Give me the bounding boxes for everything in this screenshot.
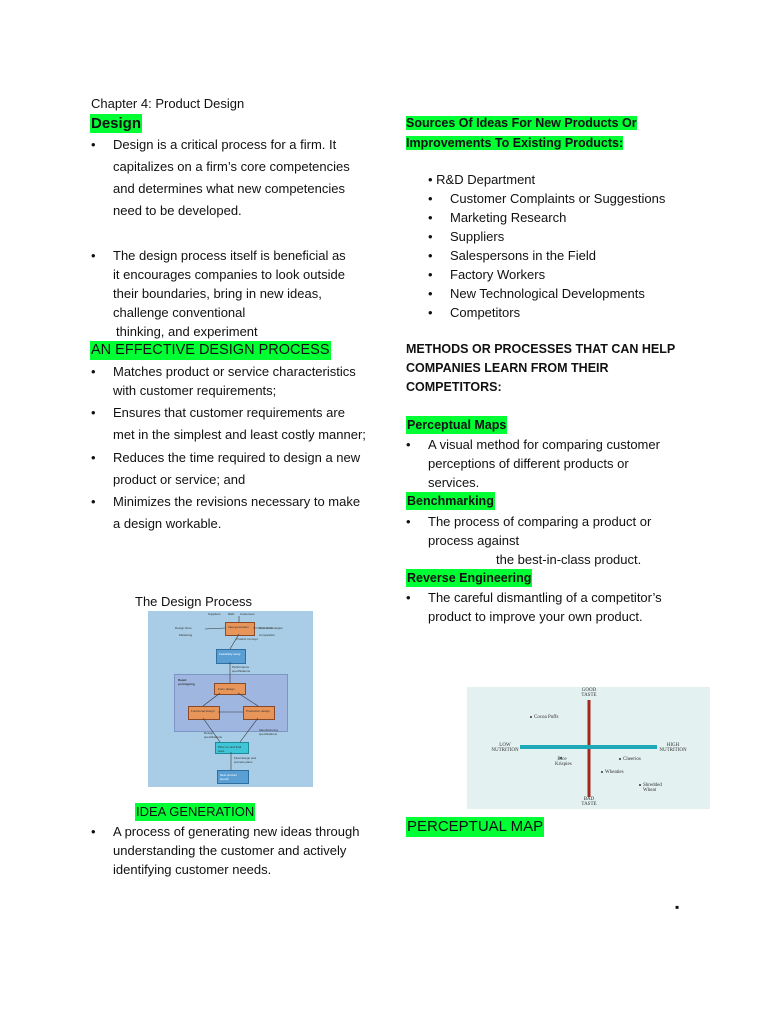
label-good-taste: GOOD TASTE	[581, 688, 597, 698]
label-suppliers: Suppliers	[208, 612, 221, 616]
sources-first-item: • R&D Department	[428, 172, 536, 187]
label-product-concept: Product concept	[236, 637, 258, 641]
label-marketing: Marketing	[179, 633, 193, 637]
idea-generation-heading: IDEA GENERATION	[136, 804, 255, 819]
sources-item: • Competitors	[428, 303, 708, 322]
sources-item: • Customer Complaints or Suggestions	[428, 189, 708, 208]
design-process-title: The Design Process	[135, 594, 253, 609]
bullet-glyph: •	[91, 248, 96, 263]
perceptual-map-figure	[467, 687, 710, 809]
label-customers: Customers	[240, 612, 255, 616]
effective-bullets	[91, 362, 366, 535]
design-process-arrows	[148, 611, 313, 787]
chapter-title: Chapter 4: Product Design	[91, 96, 245, 111]
reverse-engineering-heading: Reverse Engineering	[407, 571, 532, 585]
perceptual-maps-list	[406, 435, 666, 492]
label-bad-taste: BAD TASTE	[581, 797, 597, 807]
perceptual-maps-heading: Perceptual Maps	[407, 418, 507, 432]
design-bullet-2-line: thinking, and experiment	[116, 324, 258, 339]
design-bullet-2-line: The design process itself is beneficial as	[113, 248, 346, 263]
benchmarking-line: The process of comparing a product or	[428, 514, 652, 529]
design-bullets	[91, 134, 366, 222]
sources-heading: Sources Of Ideas For New Products Or Improvements To Existing Products:	[406, 116, 637, 150]
methods-heading: METHODS OR PROCESSES THAT CAN HELP COMPANIES LEARN FROM THEIR COMPETITORS:	[406, 342, 676, 394]
perceptual-map-heading: PERCEPTUAL MAP	[407, 818, 544, 835]
point-cheerios	[619, 758, 621, 760]
label-cocoa-puffs: Cocoa Puffs	[534, 715, 559, 720]
sources-item: • Factory Workers	[428, 265, 708, 284]
design-process-diagram	[148, 611, 313, 787]
label-competition: Competition	[259, 633, 276, 637]
design-heading: Design	[91, 115, 142, 132]
sources-item: • Salespersons in the Field	[428, 246, 708, 265]
label-rapid-prototyping: Rapid prototyping	[178, 678, 195, 686]
perceptual-maps-text: • A visual method for comparing customer perceptions of different products or services.	[406, 435, 666, 492]
label-mfg-specs: Manufacturing specifications	[259, 728, 279, 736]
benchmarking-line: the best-in-class product.	[496, 552, 642, 567]
sources-item: • Marketing Research	[428, 208, 708, 227]
label-rice-krispies: Rice Krispies	[555, 757, 572, 767]
label-cheerios: Cheerios	[623, 757, 641, 762]
label-new-product-launch: New product launch	[220, 773, 237, 781]
point-wheaties	[601, 771, 603, 773]
effective-item: • Minimizes the revisions necessary to make a design workable.	[91, 491, 366, 535]
label-rnd: R&D	[228, 612, 235, 616]
design-bullet-1: • Design is a critical process for a firm. It capitalizes on a firm’s core competencies and determines what new competencies need to be developed.	[91, 134, 366, 222]
bullet-glyph: •	[406, 514, 411, 529]
label-high-nutrition: HIGH NUTRITION	[659, 743, 687, 753]
label-final-design: Final design and process plans	[234, 756, 257, 764]
idea-generation-text: • A process of generating new ideas through understanding the customer and actively identifying customer needs.	[91, 822, 366, 879]
design-bullet-2-line: it encourages companies to look outside	[113, 267, 345, 282]
effective-item: • Ensures that customer requirements are met in the simplest and least costly manner;	[91, 402, 366, 446]
label-wheaties: Wheaties	[605, 770, 624, 775]
sources-heading-wrap	[406, 113, 666, 153]
reverse-engineering-list	[406, 588, 666, 626]
label-pilot-run: Pilot run and final tests	[218, 745, 242, 753]
benchmarking-line: process against	[428, 533, 520, 548]
point-shredded-wheat	[639, 784, 641, 786]
label-feasibility: Feasibility study	[219, 652, 241, 656]
label-performance-specs: Performance specifications	[232, 665, 251, 673]
page-mark: ▪	[675, 900, 680, 914]
benchmarking-heading: Benchmarking	[407, 494, 494, 508]
label-production-design: Production design	[246, 709, 271, 713]
effective-design-heading: AN EFFECTIVE DESIGN PROCESS	[91, 342, 330, 358]
sources-item: • New Technological Developments	[428, 284, 708, 303]
design-bullet-2-line: challenge conventional	[113, 305, 246, 320]
effective-item: • Reduces the time required to design a new product or service; and	[91, 447, 366, 491]
benchmarking-text	[406, 512, 696, 569]
label-new-tech: New technologies	[259, 626, 283, 630]
design-bullet-2	[91, 246, 381, 341]
label-form-design: Form design	[218, 687, 235, 691]
label-shredded-wheat: Shredded Wheat	[643, 783, 662, 793]
sources-list	[428, 189, 708, 322]
reverse-engineering-text: • The careful dismantling of a competitor’s product to improve your own product.	[406, 588, 666, 626]
effective-item: • Matches product or service characteristics with customer requirements;	[91, 362, 366, 400]
label-low-nutrition: LOW NUTRITION	[491, 743, 519, 753]
design-bullet-2-line: their boundaries, bring in new ideas,	[113, 286, 322, 301]
label-idea-generation: Idea generation	[228, 625, 249, 629]
label-design-specs: Design specifications	[204, 731, 223, 739]
sources-item: • Suppliers	[428, 227, 708, 246]
label-design-firms: Design firms	[175, 626, 192, 630]
point-cocoa-puffs	[530, 716, 532, 718]
label-functional-design: Functional design	[191, 709, 215, 713]
idea-generation-list	[91, 822, 366, 879]
